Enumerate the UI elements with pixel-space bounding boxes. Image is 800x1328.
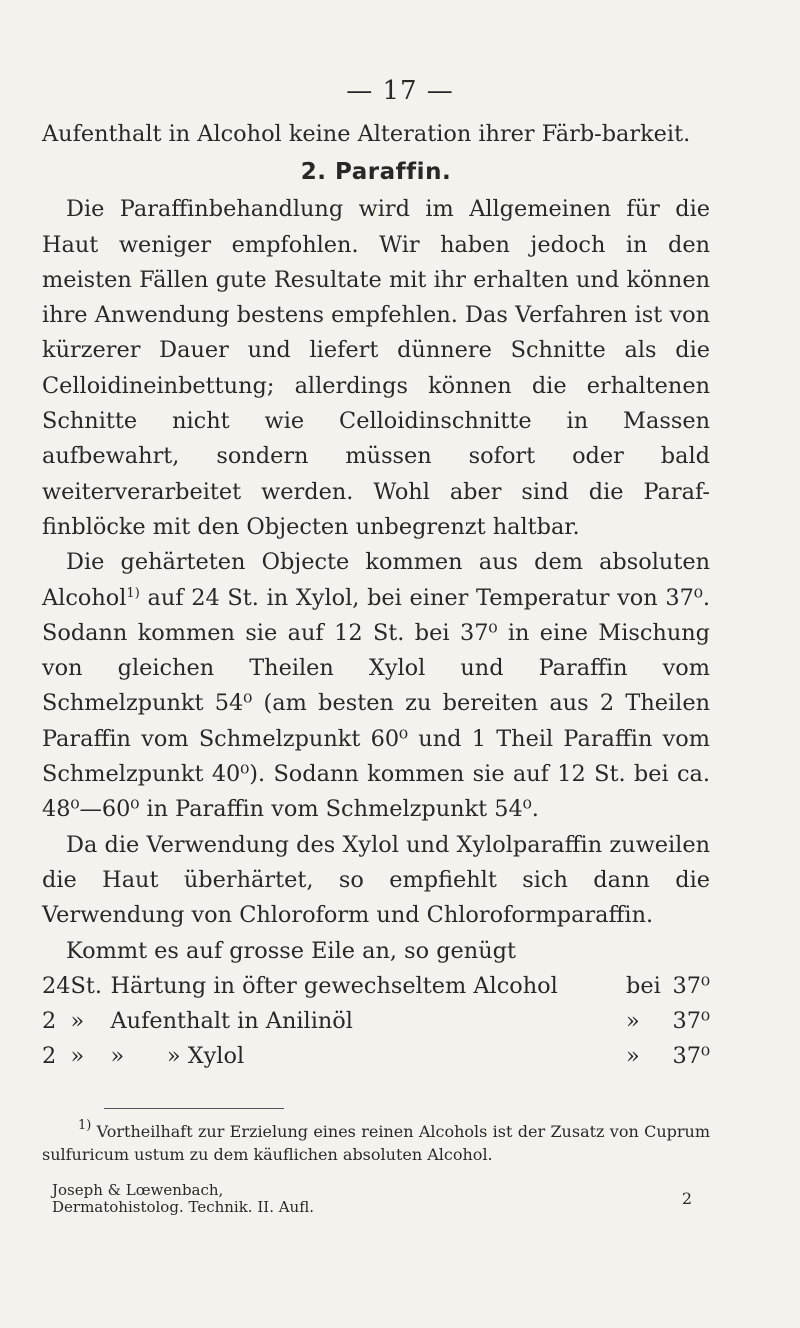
step-amount: 2	[42, 1043, 57, 1070]
imprint-authors: Joseph & Lœwenbach,	[52, 1181, 224, 1199]
footnote-divider	[104, 1108, 284, 1109]
imprint-title: Dermatohistolog. Technik. II. Aufl.	[52, 1198, 314, 1216]
footnote	[42, 1120, 710, 1166]
paragraph-2-text-b: auf 24 St. in Xylol, bei einer Temperatur von 37⁰. Sodann kommen sie auf 12 St. bei 37⁰ in eine Mischung von gleichen Theilen Xylol und Paraffin vom Schmelzpunkt 54⁰ (am besten zu bereiten aus 2 Theilen Paraffin vom Schmelzpunkt 60⁰ und 1 Theil Paraffin vom Schmelzpunkt 40⁰). Sodann kommen sie auf 12 St. bei ca. 48⁰—60⁰ in Paraffin vom Schmelzpunkt 54⁰.	[42, 584, 710, 823]
step-prep: »	[626, 1008, 640, 1035]
step-temp: 37⁰	[672, 972, 710, 999]
table-row	[42, 1004, 710, 1039]
step-temp: 37⁰	[672, 1008, 710, 1035]
paragraph-3: Da die Verwendung des Xylol und Xylolparaffin zuweilen die Haut überhärtet, so empfiehlt sich dann die Verwendung von Chloroform und Chloroformparaffin.	[42, 831, 710, 929]
paragraph-1: Die Paraffinbehandlung wird im Allgemeinen für die Haut weniger empfohlen. Wir haben jedoch in den meisten Fällen gute Resultate mit ihr erhalten und können ihre Anwendung bestens empfehlen. Das Verfahren ist von kürzerer Dauer und liefert dünnere Schnitte als die Celloidineinbettung; allerdings können die erhaltenen Schnitte nicht wie Celloidinschnitte in Massen aufbewahrt, sondern müssen sofort oder bald weiterverarbeitet werden. Wohl aber sind die Paraf-finblöcke mit den Objecten unbegrenzt haltbar.	[42, 196, 710, 540]
printer-imprint	[52, 1182, 692, 1216]
step-description: Härtung in öfter gewechseltem Alcohol	[110, 972, 558, 999]
paragraph-2-text-a: Die gehärteten Objecte kommen aus dem absoluten Alcohol	[42, 549, 710, 611]
step-unit: »	[70, 1008, 85, 1035]
section-heading: 2. Paraffin.	[300, 159, 452, 186]
footnote-body: Vortheilhaft zur Erzielung eines reinen Alcohols ist der Zusatz von Cuprum sulfuricum ustum zu dem käuflichen absoluten Alcohol.	[42, 1122, 710, 1164]
step-prep: »	[626, 1043, 640, 1070]
step-amount: 24	[42, 972, 71, 999]
step-description: Aufenthalt in Anilinöl	[110, 1008, 353, 1035]
body-text	[42, 117, 710, 1075]
page-number: — 17 —	[346, 76, 454, 106]
step-unit: »	[70, 1043, 85, 1070]
step-amount: 2	[42, 1008, 57, 1035]
intro-text: Aufenthalt in Alcohol keine Alteration ihrer Färb-barkeit.	[42, 121, 691, 147]
hardening-steps-table	[42, 969, 710, 1075]
table-row	[42, 1039, 710, 1074]
step-prep: bei	[626, 972, 661, 999]
footnote-reference: 1)	[126, 585, 140, 601]
signature-mark: 2	[681, 1189, 692, 1208]
step-description: » » Xylol	[110, 1043, 245, 1070]
paragraph-4: Kommt es auf grosse Eile an, so genügt	[66, 937, 516, 964]
step-unit: St.	[70, 972, 102, 999]
footnote-text	[42, 1120, 710, 1166]
footnote-mark: 1)	[78, 1118, 92, 1133]
table-row	[42, 969, 710, 1004]
paragraph-2	[42, 545, 710, 827]
step-temp: 37⁰	[672, 1043, 710, 1070]
